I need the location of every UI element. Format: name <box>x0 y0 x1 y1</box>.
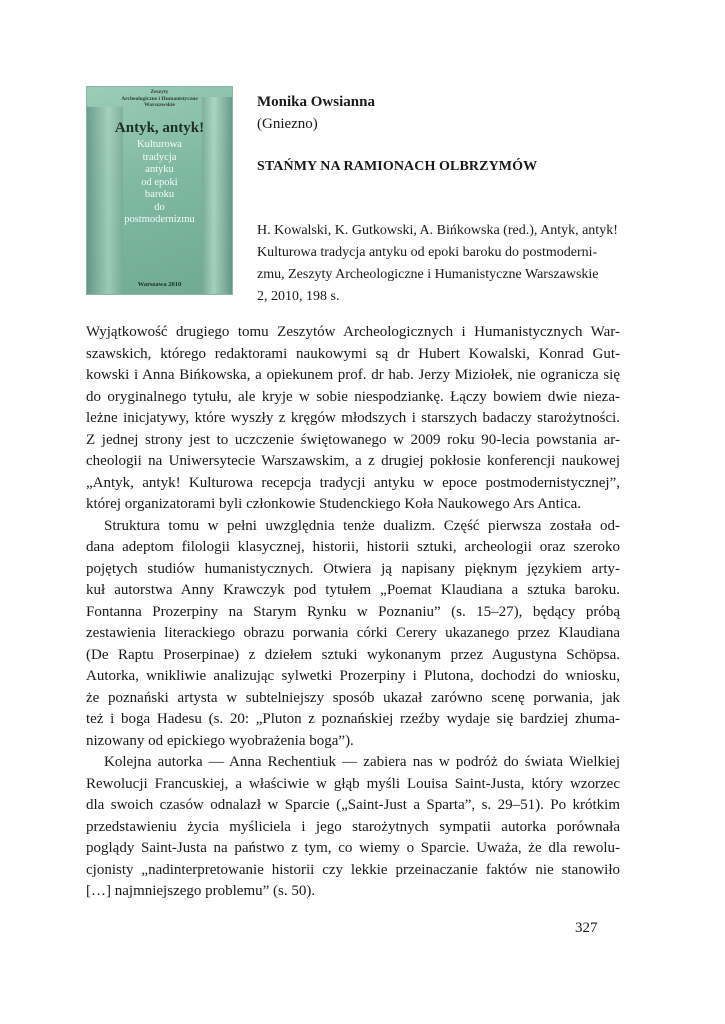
body-text-line: „Antyk, antyk! Kulturowa recepcja tradycji antyku w epoce postmodernistycznej”, <box>86 474 620 491</box>
cover-subtitle-line: do <box>154 201 165 213</box>
bibliographic-reference <box>257 220 619 308</box>
author-name: Monika Owsianna <box>257 94 375 110</box>
biblio-line: zmu, Zeszyty Archeologiczne i Humanistyczne Warszawskie <box>257 267 599 282</box>
cover-subtitle-line: antyku <box>145 164 174 175</box>
body-text-line: Fontanna Prozerpiny na Starym Rynku w Poznaniu” (s. 15–27), będący próbą <box>86 603 620 620</box>
body-text-line: kuł autorstwa Anny Krawczyk pod tytułem „Poemat Klaudiana a sztuka baroku. <box>86 582 620 598</box>
cover-place-year: Warszawa 2010 <box>137 281 182 288</box>
body-text-line: leżne inicjatywy, które wyszły z kręgów młodszych i starszych badaczy starożytności. <box>86 410 620 426</box>
body-text-line: pojętych studiów humanistycznych. Otwiera ją napisany pięknym językiem arty- <box>86 560 620 577</box>
body-text-line: kowski i Anna Bińkowska, a opiekunem prof. dr hab. Jerzy Miziołek, nie ogranicza się <box>86 367 620 383</box>
body-text-line: przedstawieniu życia myśliciela i jego starożytnych sympatii autorka porównała <box>86 818 620 835</box>
body-text-line: że poznański artysta w subtelniejszy sposób ukazał zarówno scenę porwania, jak <box>86 689 620 706</box>
page-number: 327 <box>575 920 598 936</box>
biblio-line: 2, 2010, 198 s. <box>257 289 340 304</box>
body-text-line: nizowany od epickiego wyobrażenia boga”). <box>86 732 354 749</box>
body-text-line: cheologii na Uniwersytecie Warszawskim, a z drugiej pokłosie konferencji naukowej <box>86 453 620 469</box>
cover-subtitle-line: tradycja <box>142 151 177 163</box>
cover-series-line: Archeologiczne i Humanistyczne <box>121 95 198 102</box>
review-body-text <box>86 322 620 903</box>
body-text-line: Wyjątkowość drugiego tomu Zeszytów Archeologicznych i Humanistycznych War- <box>86 324 620 340</box>
body-text-line: Autorka, wnikliwie analizując sylwetki Prozerpiny i Plutona, dochodzi do wniosku, <box>86 668 620 684</box>
body-text-line: cjonisty „nadinterpretowanie historii czy lekkie przeinaczanie faktów nie stanowiło <box>86 861 620 878</box>
book-cover-image <box>86 86 233 295</box>
body-text-line: szawskich, którego redaktorami naukowymi są dr Hubert Kowalski, Konrad Gut- <box>86 345 620 362</box>
body-text-line: Struktura tomu w pełni uwzględnia tenże dualizm. Część pierwsza została od- <box>104 517 620 534</box>
body-text-line: Z jednej strony jest to uczczenie świętowanego w 2009 roku 90-lecia powstania ar- <box>86 431 620 448</box>
body-text-line: też i boga Hadesu (s. 20: „Pluton z poznańskiej rzeźby wydaje się bardziej zhuma- <box>86 711 620 727</box>
author-affiliation: (Gniezno) <box>257 116 318 132</box>
cover-subtitle <box>87 139 232 227</box>
cover-series-line: Zeszyty <box>150 89 169 95</box>
cover-subtitle-line: postmodernizmu <box>124 214 195 225</box>
cover-series <box>87 89 232 109</box>
review-title: STAŃMY NA RAMIONACH OLBRZYMÓW <box>257 159 538 174</box>
body-text-line: dana adeptom filologii klasycznej, historii, historii sztuki, archeologii oraz szeroko <box>86 539 620 555</box>
body-text-line: poglądy Saint-Justa na państwo z tym, co wiemy o Sparcie. Uważa, że dla rewolu- <box>86 840 620 856</box>
cover-subtitle-line: od epoki <box>141 176 178 188</box>
cover-series-line: Warszawskie <box>144 102 175 108</box>
body-text-line: której organizatorami byli członkowie Studenckiego Koła Naukowego Ars Antica. <box>86 496 582 512</box>
body-text-line: dla swoich czasów odnalazł w Sparcie („Saint-Just a Sparta”, s. 29–51). Po krótkim <box>86 797 620 813</box>
cover-subtitle-line: Kulturowa <box>137 139 182 150</box>
body-text-line: (De Raptu Proserpinae) z dziełem sztuki wykonanym przez Augustyna Schöpsa. <box>86 646 620 663</box>
cover-subtitle-line: baroku <box>144 189 175 200</box>
body-text-line: zestawienia literackiego obrazu porwania córki Cerery ukazanego przez Klaudiana <box>86 625 620 641</box>
body-text-line: […] najmniejszego problemu” (s. 50). <box>86 883 316 899</box>
biblio-line: H. Kowalski, K. Gutkowski, A. Bińkowska (red.), Antyk, antyk! <box>257 223 618 238</box>
body-text-line: do oryginalnego tytułu, ale kryje w sobie niespodziankę. Łączy bowiem dwie nieza- <box>86 388 620 405</box>
body-text-line: Rewolucji Francuskiej, a właściwie w głąb myśli Louisa Saint-Justa, który wzorzec <box>86 775 620 792</box>
body-text-line: Kolejna autorka — Anna Rechentiuk — zabiera nas w podróż do świata Wielkiej <box>104 754 620 770</box>
cover-title: Antyk, antyk! <box>114 120 205 136</box>
biblio-line: Kulturowa tradycja antyku od epoki baroku do postmoderni- <box>257 245 598 260</box>
